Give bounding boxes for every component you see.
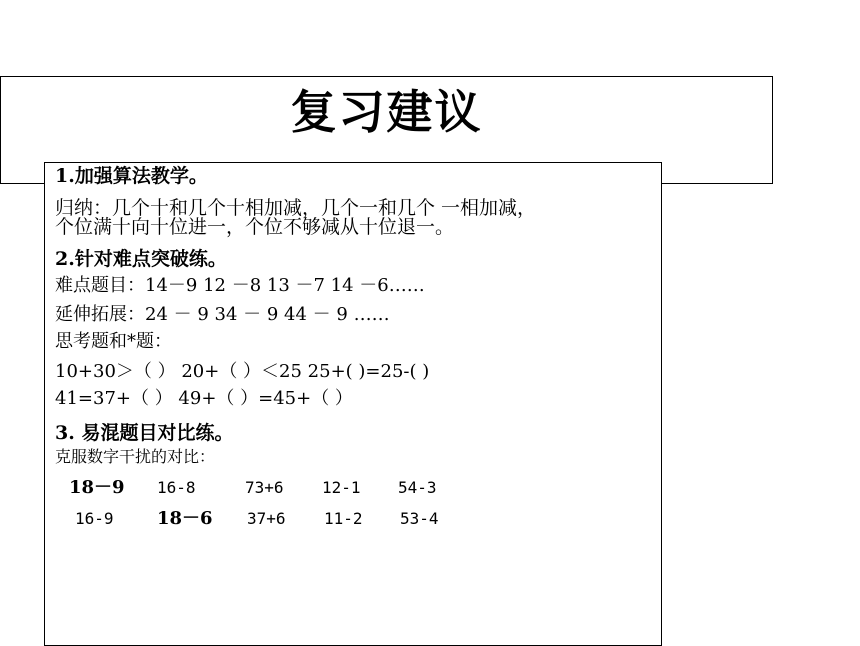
problem-cell: 16-8 — [157, 478, 196, 497]
problem-cell: 37+6 — [247, 509, 286, 528]
section2-extension: 延伸拓展：24 － 9 34 － 9 44 － 9 …… — [55, 304, 390, 325]
comparison-row-2 — [75, 508, 439, 530]
page-title: 复习建议 — [290, 85, 483, 139]
section2-thinking-line1: 10+30＞（ ） 20+（ ）＜25 25+( )=25-( ) — [55, 361, 430, 382]
problem-cell: 53-4 — [400, 509, 439, 528]
problem-cell: 16-9 — [75, 509, 114, 528]
section1-summary-line1: 归纳：几个十和几个十相加减，几个一和几个 一相加减， — [55, 197, 537, 219]
section1-summary-line2: 个位满十向十位进一，个位不够减从十位退一。 — [55, 216, 455, 238]
section1-heading: 1.加强算法教学。 — [55, 165, 208, 187]
comparison-row-1 — [69, 477, 437, 499]
problem-cell: 18－6 — [157, 508, 213, 529]
section2-thinking-label: 思考题和*题： — [55, 331, 172, 352]
section2-difficult-problems: 难点题目：14－9 12 －8 13 －7 14 －6…… — [55, 275, 425, 296]
section2-thinking-line2: 41=37+（ ） 49+（ ）=45+（ ） — [55, 388, 353, 409]
problem-cell: 73+6 — [245, 478, 284, 497]
problem-cell: 54-3 — [398, 478, 437, 497]
section3-heading: 3. 易混题目对比练。 — [55, 422, 234, 444]
problem-cell: 11-2 — [324, 509, 363, 528]
content-box — [44, 162, 662, 646]
section3-subheading: 克服数字干扰的对比： — [55, 447, 216, 466]
section2-heading: 2.针对难点突破练。 — [55, 248, 227, 270]
problem-cell: 12-1 — [322, 478, 361, 497]
problem-cell: 18－9 — [69, 477, 125, 498]
